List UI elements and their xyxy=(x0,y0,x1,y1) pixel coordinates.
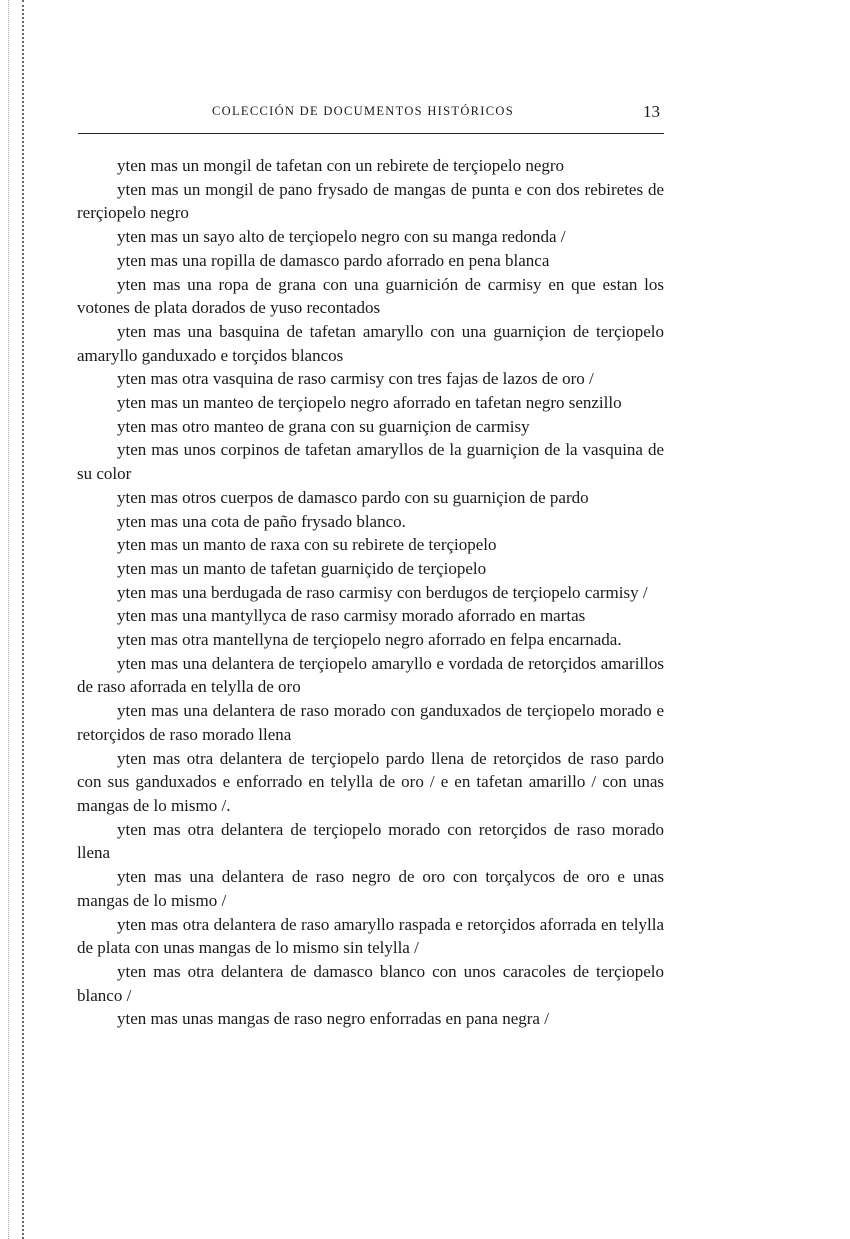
inventory-entry: yten mas una cota de paño frysado blanco. xyxy=(117,511,406,531)
inventory-entry: yten mas una berdugada de raso carmisy con berdugos de terçiopelo carmisy / xyxy=(117,582,648,602)
inventory-entry: yten mas unos corpinos de tafetan amaryllos de la guarniçion de la vasquina de su color xyxy=(77,440,664,484)
inventory-entry: yten mas otra mantellyna de terçiopelo negro aforrado en felpa encarnada. xyxy=(117,630,622,650)
inventory-entry: yten mas una delantera de raso morado con ganduxados de terçiopelo morado e retorçidos de raso morado llena xyxy=(77,701,664,744)
inventory-entry: yten mas unas mangas de raso negro enforradas en pana negra / xyxy=(117,1009,549,1029)
inventory-entry: yten mas otra vasquina de raso carmisy con tres fajas de lazos de oro / xyxy=(117,369,594,389)
inventory-entry: yten mas una mantyllyca de raso carmisy morado aforrado en martas xyxy=(117,606,586,626)
inventory-entry: yten mas un manto de raxa con su rebirete de terçiopelo xyxy=(117,535,497,555)
inventory-entry: yten mas un sayo alto de terçiopelo negro con su manga redonda / xyxy=(117,227,566,247)
inventory-entry: yten mas otra delantera de damasco blanco con unos caracoles de terçiopelo blanco / xyxy=(77,961,664,1005)
inventory-entry: yten mas otra delantera de raso amaryllo raspada e retorçidos aforrada en telylla de plata con unas mangas de lo mismo sin telylla / xyxy=(77,914,664,958)
inventory-entry: yten mas un manteo de terçiopelo negro aforrado en tafetan negro senzillo xyxy=(117,393,622,413)
scan-edge-shadow xyxy=(8,0,9,1239)
inventory-entry: yten mas un manto de tafetan guarniçido de terçiopelo xyxy=(117,558,487,578)
scan-edge xyxy=(22,0,24,1239)
inventory-entry: yten mas un mongil de tafetan con un rebirete de terçiopelo negro xyxy=(117,156,565,175)
inventory-entry: yten mas una ropa de grana con una guarnición de carmisy en que estan los votones de plata dorados de yuso recontados xyxy=(77,274,664,318)
page-number: 13 xyxy=(643,102,660,121)
inventory-text xyxy=(77,154,664,1031)
inventory-entry: yten mas una basquina de tafetan amaryllo con una guarniçion de terçiopelo amaryllo ganduxado e torçidos blancos xyxy=(77,321,664,365)
inventory-entry: yten mas una delantera de terçiopelo amaryllo e vordada de retorçidos amarillos de raso aforrada en telylla de oro xyxy=(77,653,664,697)
inventory-entry: yten mas otro manteo de grana con su guarniçion de carmisy xyxy=(117,416,530,436)
inventory-entry: yten mas otra delantera de terçiopelo pardo llena de retorçidos de raso pardo con sus ganduxados e enforrado en telylla de oro / e en tafetan amarillo / con unas mangas de lo mismo /. xyxy=(77,748,664,815)
inventory-entry: yten mas una delantera de raso negro de oro con torçalycos de oro e unas mangas de lo mismo / xyxy=(77,867,664,910)
inventory-entry: yten mas un mongil de pano frysado de mangas de punta e con dos rebiretes de rerçiopelo negro xyxy=(77,179,664,223)
inventory-entry: yten mas una ropilla de damasco pardo aforrado en pena blanca xyxy=(117,250,550,270)
inventory-entry: yten mas otra delantera de terçiopelo morado con retorçidos de raso morado llena xyxy=(77,819,664,863)
running-head: COLECCIÓN DE DOCUMENTOS HISTÓRICOS xyxy=(212,104,514,118)
page-header xyxy=(78,104,660,128)
header-rule xyxy=(78,133,664,134)
inventory-entry: yten mas otros cuerpos de damasco pardo con su guarniçion de pardo xyxy=(117,487,589,507)
